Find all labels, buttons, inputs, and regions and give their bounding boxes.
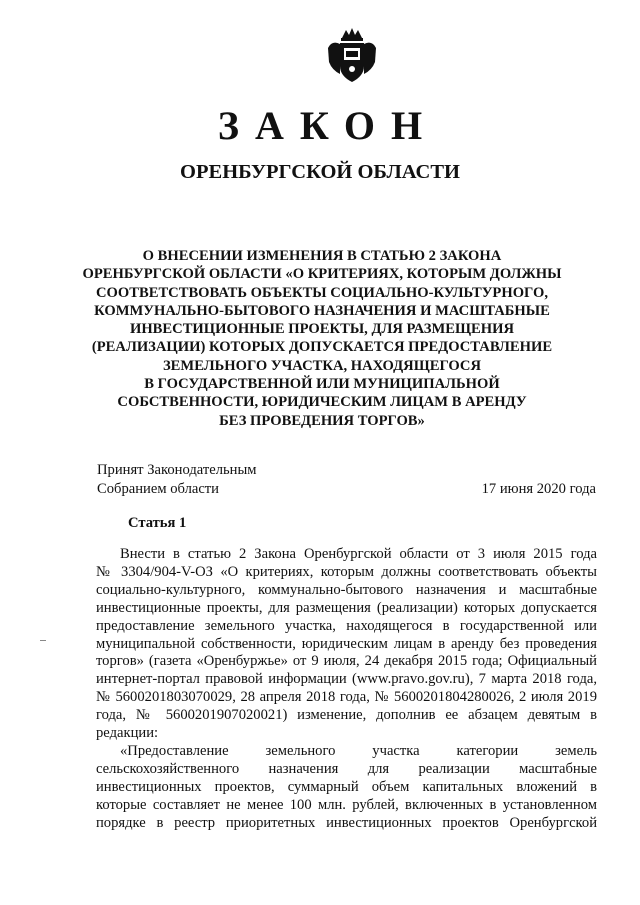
body-line: порядке в реестр приоритетных инвестиционных проектов Оренбургской (96, 814, 597, 831)
adoption-note (97, 461, 256, 499)
adoption-date: 17 июня 2020 года (481, 481, 596, 497)
adoption-line: Принят Законодательным (97, 462, 257, 478)
heading-line: ЗЕМЕЛЬНОГО УЧАСТКА, НАХОДЯЩЕГОСЯ (162, 357, 481, 374)
heading-line: СООТВЕТСТВОВАТЬ ОБЪЕКТЫ СОЦИАЛЬНО-КУЛЬТУРНОГО, (96, 284, 548, 301)
law-heading (82, 247, 562, 430)
margin-mark (40, 640, 46, 641)
body-line: муниципальной собственности, юридическим лицам в аренду без проведения (96, 635, 597, 652)
heading-line: ИНВЕСТИЦИОННЫЕ ПРОЕКТЫ, ДЛЯ РАЗМЕЩЕНИЯ (129, 321, 514, 338)
body-line: которые составляет не менее 100 млн. рублей, включенных в установленном (96, 796, 597, 813)
body-line: № 3304/904-V-ОЗ «О критериях, которым должны соответствовать объекты (96, 563, 597, 580)
body-line: «Предоставление земельного участка категории земель (120, 742, 597, 759)
body-line: инвестиционных проектов, суммарный объем капитальных вложений в (96, 778, 597, 795)
heading-line: СОБСТВЕННОСТИ, ЮРИДИЧЕСКИМ ЛИЦАМ В АРЕНДУ (117, 394, 527, 411)
body-line: № 5600201803070029, 28 апреля 2018 года, № 5600201804280026, 2 июля 2019 (96, 689, 597, 706)
body-line: предоставление земельного участка, находящегося в государственной или (96, 617, 597, 634)
law-title: ЗАКОН (217, 103, 439, 148)
adoption-line: Собранием области (97, 481, 219, 497)
heading-line: О ВНЕСЕНИИ ИЗМЕНЕНИЯ В СТАТЬЮ 2 ЗАКОНА (142, 248, 502, 264)
body-line: торгов» (газета «Оренбуржье» от 9 июля, 24 декабря 2015 года; Официальный (96, 653, 597, 670)
heading-line: В ГОСУДАРСТВЕННОЙ ИЛИ МУНИЦИПАЛЬНОЙ (144, 376, 500, 393)
heading-line: КОММУНАЛЬНО-БЫТОВОГО НАЗНАЧЕНИЯ И МАСШТАБНЫЕ (94, 302, 550, 319)
heading-line: ОРЕНБУРГСКОЙ ОБЛАСТИ «О КРИТЕРИЯХ, КОТОРЫМ ДОЛЖНЫ (82, 266, 562, 283)
heading-line: (РЕАЛИЗАЦИИ) КОТОРЫХ ДОПУСКАЕТСЯ ПРЕДОСТАВЛЕНИЕ (91, 339, 553, 356)
body-line: инвестиционные проекты, для размещения (реализации) которых допускается (96, 599, 597, 616)
heading-line: БЕЗ ПРОВЕДЕНИЯ ТОРГОВ» (219, 412, 425, 429)
body-line: социально-культурного, коммунально-бытового назначения и масштабные (96, 581, 597, 598)
region-title: ОРЕНБУРГСКОЙ ОБЛАСТИ (180, 161, 460, 183)
article-heading: Статья 1 (128, 515, 187, 531)
coat-of-arms-icon (326, 26, 378, 84)
body-line: редакции: (96, 725, 159, 742)
body-line: интернет-портал правовой информации (www.pravo.gov.ru), 7 марта 2018 года, (96, 671, 597, 688)
body-line: года, № 5600201907020021) изменение, дополнив ее абзацем девятым в (96, 707, 597, 724)
body-line: Внести в статью 2 Закона Оренбургской области от 3 июля 2015 года (120, 546, 597, 562)
body-line: сельскохозяйственного назначения для реализации масштабные (96, 760, 597, 777)
article-body (96, 546, 597, 833)
